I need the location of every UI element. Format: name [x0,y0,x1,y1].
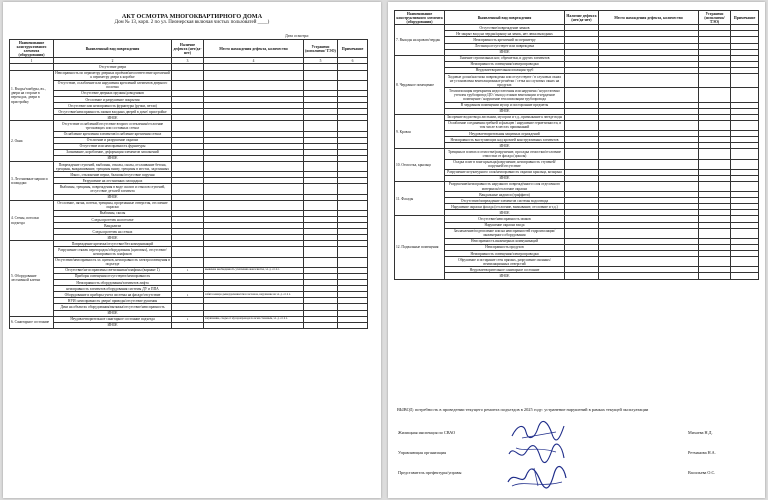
wear-cell [565,88,599,102]
defect-cell: Отсутствие, ослабление или нарушения креплений элементов дверного полотна [54,80,172,90]
defect-cell: Отсутствие/неисправность замков входных дверей в доме/ пристройке [54,109,172,115]
defect-cell: Повреждение крепежа/отсутствие/без коммуникаций [54,241,172,247]
severity-cell [304,80,338,90]
element-cell: 7. Выходы на кровлю/чердак [395,25,445,55]
wear-cell [565,120,599,130]
defect-cell: Трещины в плитах и отмостке/разрушение, просадка отмостки/отслоение отмостки от фасада (цоколя) [445,149,565,159]
defect-cell: Отсутствие ослаблений/отсутствие второго остекления/отслоение трескающих или составных стекол [54,121,172,131]
table-row [395,74,759,88]
wear-cell [172,184,204,194]
left-page [3,2,381,498]
defect-cell: Отсутствие/неисправность замков [445,216,565,222]
defect-cell: ИНОЕ [445,175,565,181]
severity-cell [699,74,731,88]
wear-cell [565,273,599,279]
wear-cell [172,200,204,210]
wear-cell: 1 [172,316,204,322]
note-cell [338,184,368,194]
defect-cell: Оборудование и приборы учета системы на фасаде/отсутствие [54,292,172,298]
note-cell [731,228,759,238]
col-element-header: Наименование конструктивного элемента (оборудования) [10,40,54,58]
severity-cell [699,257,731,267]
defect-cell: ИНОЕ [54,322,172,328]
note-cell [338,80,368,90]
defect-cell: ИНОЕ [445,143,565,149]
defect-cell: Неисправность освещения/электропроводки [445,251,565,257]
inspection-date-label: Дата осмотра: [284,33,309,38]
location-cell: выявлена необходимость утепления окон/очистка, эл. д. от 4 л. [204,267,304,273]
defect-cell: Выбоины, трещины, повреждения в виде сколов и отколов ступеней, отсутствие деталей элемента [54,184,172,194]
right-page [388,2,765,498]
element-cell: 9. Кровля [395,114,445,149]
defect-cell: Отсутствие/не исправлены светильники/плафоны (вариант 1) [54,267,172,273]
defect-cell: Не закрыт вход на чердак/крышу на замок, нет люка выходных [445,31,565,37]
defect-cell: неисправность элементов оборудования системы ДУ и ППА [54,286,172,292]
severity-cell [699,88,731,102]
defect-cell: Отслоение и разрушение покрытия [54,97,172,103]
location-cell [204,80,304,90]
header-row [10,40,368,58]
severity-cell [304,247,338,257]
defect-cell: Повреждение ступеней, выбоины, отколы, сколы, отслаивание бетона, трещины, выкрашивание, трещины внизу, трещины в местах, заделанных [54,162,172,172]
note-cell [338,162,368,172]
location-cell [204,257,304,267]
defect-cell: Выбоины, сколы [54,210,172,216]
defect-cell: ИНОЕ [54,310,172,316]
severity-cell [304,162,338,172]
col-number-1: 1 [10,58,54,64]
signer-3-name: Васильева О.С. [688,470,716,475]
defect-cell: Засорение водоотвода листьями, мусором и т.д., примыкание к звезде воды [445,114,565,120]
signature-1 [508,420,568,442]
element-cell: 10. Отмостка, крыльцо [395,149,445,182]
wear-cell [565,228,599,238]
element-cell: 8. Чердачное помещение [395,55,445,114]
table-row [10,121,368,131]
defect-cell: Загнивание, коробление, деформация элементов заполнений [54,149,172,155]
defect-cell: В чердачном помещении мусор и посторонние предметы [445,102,565,108]
col-number-2: 2 [54,58,172,64]
defect-cell: Неисправность продухов [445,244,565,250]
location-cell [599,149,699,159]
defect-cell: Разрушение/неисправность наружного повреждённого слоя отделочного материала/отслоение окраски [445,181,565,191]
act-subtitle [3,20,381,26]
wear-cell [565,257,599,267]
defect-cell: ИНОЕ [445,273,565,279]
location-cell [204,162,304,172]
location-cell [599,228,699,238]
element-cell: 5. Оборудование лестничной клетки [10,241,54,316]
location-cell [599,273,699,279]
subtitle-extra: включая чистых пользоватей [194,20,257,25]
table-row [395,181,759,191]
severity-cell [699,149,731,159]
act-title: АКТ ОСМОТРА МНОГОКВАРТИРНОГО ДОМА [121,13,263,20]
conclusion-text: ВЫВОД: потребность в проведении текущего ремонта подъездов в 2025 году: устранение нарушений в рамках текущей эксплуатации [397,407,649,412]
defect-cell: Неисправность выступающих над кровлей конструктивных элементов [445,137,565,143]
col-number-4: 4 [204,58,304,64]
header-row [395,11,759,25]
defect-cell: Теплоизоляция перекрытия недостаточная или нарушена / недостаточно утеплен трубопровод ЦО / выход стояков вентиляции и чердачное помещение / нарушение теплоизоляции трубопровода [445,88,565,102]
defect-cell: Вандальные надписи (граффити) [445,192,565,198]
note-cell [731,74,759,88]
wear-cell [565,149,599,159]
signer-2-name: Ретманова Н.А. [688,450,716,455]
location-cell [599,120,699,130]
wear-cell [565,74,599,88]
col-wear-header: Наличие дефекта (нет/да-нет) [172,40,204,58]
table-row [395,257,759,267]
defect-cell: Приборы освещения отсутствуют/неисправность [54,273,172,279]
defect-cell: Отслоение и разрушение окраски [54,137,172,143]
defect-cell: Нарушение окраски фасада (отслоение, вымывание, отслоение и т.д.) [445,204,565,210]
note-cell [731,181,759,191]
defect-cell: Неисправность оборудования/элементов лифта [54,280,172,286]
col-note-header: Примечание [731,11,759,25]
signer-1-label: Жилищная инспекция по СВАО [398,430,456,435]
severity-cell [699,159,731,169]
signature-3 [504,464,570,490]
defect-cell: Следы протечек на стенах [54,229,172,235]
defect-cell: Неисправность креплений по периметру [445,37,565,43]
col-note-header: Примечание [338,40,368,58]
house-number: Дом № 13 [114,20,136,25]
col-defect-header: Выявленный вид повреждения [445,11,565,25]
wear-cell [565,181,599,191]
signer-1-name: Михаева Н.Д. [688,430,713,435]
element-cell: 12. Подвальные помещения [395,216,445,279]
defect-cell: Ослабление крепления элементов/ослабление крепления стекол [54,131,172,137]
location-cell [204,70,304,80]
note-cell [731,273,759,279]
col-location-header: Место нахождения дефекта, количество [204,40,304,58]
wear-cell [172,247,204,257]
note-cell [731,88,759,102]
wear-cell [172,257,204,267]
street-name: по ул. Пионерская [154,20,194,25]
severity-cell [699,228,731,238]
table-row [395,228,759,238]
defect-cell: Гниение стропильных ног, обрешетки, и других элементов [445,55,565,61]
defect-cell: Ходовые доски/настилы повреждены или отсутствуют / в слуховых окнах не установлены вентиляционные решётки / сетка на слуховых окнах на продухах [445,74,565,88]
table-row [10,247,368,257]
wear-cell [172,322,204,328]
defect-cell: ИНОЕ [445,49,565,55]
defect-cell: Нарушение окраски входа [445,222,565,228]
severity-cell [699,273,731,279]
note-cell [731,257,759,267]
defect-cell: Отсутствие/повреждение элементов системы водоотвода [445,198,565,204]
col-wear-header: Наличие дефекта (нет/да-нет) [565,11,599,25]
location-cell [204,322,304,328]
defect-cell: Неисправность освещения/электропроводки [445,61,565,67]
wear-cell [172,80,204,90]
defect-cell: Неисправность по периметру дверных проёмов/несоответствие креплений к периметру двери к коробке [55,71,170,80]
wear-cell: 1 [172,292,204,298]
defect-cell: Неудовлетворительная изоляция труб [445,67,565,73]
table-row [395,273,759,279]
defect-cell: Неудовлетворительное санитарное состояние [445,267,565,273]
wear-cell [172,70,204,80]
location-cell: забита камера дымоудаления/отказ заслонок, нарушение на эл. д. от 4 л. [204,292,304,298]
note-cell [338,121,368,131]
defect-cell: Осадка плит в зоне крыльца/разрушение, неисправность ступеней/поручней/отсутствие [445,159,565,169]
inspection-body-right [395,25,759,279]
defect-cell: Неудовлетворительное санитарное состояние подъезда [54,316,172,322]
location-cell [599,159,699,169]
defect-cell: Разрушение на лестничных площадках [54,178,172,184]
col-number-5: 5 [304,58,338,64]
signature-2 [506,442,568,464]
defect-cell: Ослабление соединения гребней и фальцев / нарушение герметичности, в том числе в местах примыканий [445,120,565,130]
defect-cell: Отсутствие/повреждение замков [445,25,565,31]
wear-cell [172,121,204,131]
defect-cell: Лестница отсутствует или повреждена [445,43,565,49]
table-row [395,159,759,169]
location-cell: загрязнение, следы от мусоропровода по всем стеновым, эл. д. от 4 л. [204,316,304,322]
table-row [10,70,368,80]
note-cell [731,159,759,169]
severity-cell [304,257,338,267]
defect-cell: Разрушение стяжек перегородок/оборудования (щитовых), отсутствие/неисправность плафонов [54,247,172,257]
note-cell [338,200,368,210]
table-row [10,184,368,194]
defect-cell: Неудовлетворительная защитных ограждений [445,131,565,137]
note-cell [731,149,759,159]
defect-cell: Захламление/подтопление или на неисправностей гидроизоляции/инженерного оборудования [445,228,565,238]
signer-3-label: Представитель префектуры/управы [398,470,462,475]
defect-cell: Дачи на объектах оборудования/вытяжка/отсутствие/неисправность [54,304,172,310]
act-header [3,13,381,26]
subtitle-suffix: ____) [257,20,270,25]
table-row [10,80,368,90]
severity-cell [304,200,338,210]
col-number-3: 3 [172,58,204,64]
location-cell [204,121,304,131]
element-cell: 4. Стены, потолки подъезда [10,200,54,241]
table-row [10,162,368,172]
table-row [10,322,368,328]
table-row [395,120,759,130]
wear-cell [565,159,599,169]
element-cell: 2. Окна [10,121,54,162]
defect-cell: Следы протечек на потолке [54,217,172,223]
location-cell [204,200,304,210]
inspection-body-left [10,64,368,328]
defect-cell: НУИ: неисправность двери/ приводы/отсутствие рушения [54,298,172,304]
severity-cell [304,70,338,80]
note-cell [731,120,759,130]
location-cell [599,88,699,102]
inspection-table-left [9,39,368,329]
col-location-header: Место нахождения дефекта, количество [599,11,699,25]
element-cell: 1. Входы/тамбуры, вх., двери на стороне в переходах, двери в пристройку [10,70,54,121]
note-cell [338,257,368,267]
wear-cell [172,162,204,172]
defect-cell: ИНОЕ [54,194,172,200]
col-severity-header: Устранено (исполнено/ ТЭО) [304,40,338,58]
defect-cell: ИНОЕ [445,108,565,114]
defect-cell: Отсутствие двери [54,64,172,70]
building-number: , корп. 2 [135,20,154,25]
defect-cell: Обрушение и истирание стен прямых, разрушение оконных/вентиляционных отверстий [445,257,565,267]
defect-cell: Вандализм [54,223,172,229]
severity-cell [699,120,731,130]
note-cell [338,70,368,80]
element-cell: 3. Лестничные марши и площадки [10,162,54,201]
defect-cell: Отслоение, пятна, потеки, трещины, прорезанные отверстия, отслоение окраски [54,200,172,210]
severity-cell [304,184,338,194]
defect-cell: ИНОЕ [54,155,172,161]
defect-cell: Неисправность инженерных коммуникаций [445,238,565,244]
signer-2-label: Управляющая организация [398,450,447,455]
table-row [395,149,759,159]
element-cell: 6. Санитарное состояние [10,316,54,328]
col-element-header: Наименование конструктивного элемента (оборудования) [396,11,443,24]
note-cell [338,322,368,328]
defect-cell: Отсутствие или неисправность фурнитуры (ручки, петли) [54,103,172,109]
defect-cell: Разрушение штукатурного слоя/неисправность окраски крыльца, козырька [445,169,565,175]
defect-cell: Отсутствие или неисправность фурнитуры [54,143,172,149]
note-cell [338,247,368,257]
table-row [10,200,368,210]
defect-cell: Износ, отклонение перил, балясин/отсутствие поручня [54,172,172,178]
location-cell [599,74,699,88]
defect-cell: ИНОЕ [54,235,172,241]
element-cell: 11. Фасады [395,181,445,216]
severity-cell [304,121,338,131]
location-cell [204,184,304,194]
defect-cell: Отсутствие/неисправность эл. щитков, неисправность электроосвещения в подъезде [55,258,170,267]
col-defect-header: Выявленный вид повреждения [54,40,172,58]
table-row [10,257,368,267]
severity-cell [304,322,338,328]
severity-cell [699,181,731,191]
inspection-table-right [394,10,759,280]
defect-cell: ИНОЕ [445,210,565,216]
defect-cell: ИНОЕ [54,115,172,121]
col-number-6: 6 [338,58,368,64]
location-cell [599,257,699,267]
wear-cell: 1 [172,267,204,273]
location-cell [204,247,304,257]
location-cell [599,181,699,191]
table-row [395,88,759,102]
defect-cell: Отсутствие дверных пружин/доводчиков [54,90,172,96]
col-severity-header: Устранено (исполнено/ ТЭО) [699,11,731,25]
